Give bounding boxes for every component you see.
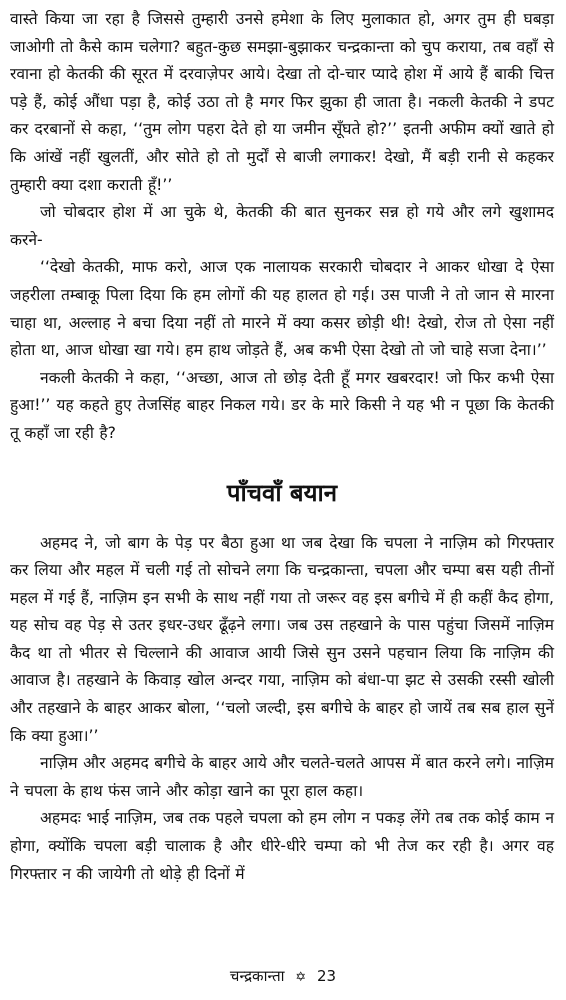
- paragraph: अहमदः भाई नाज़िम, जब तक पहले चपला को हम लोग न पकड़ लेंगे तब तक कोई काम न होगा, क्योंकि चपला बड़ी चालाक है और धीरे-धीरे चम्पा को भी तेज कर रही है। अगर वह गिरफ्तार न की जायेगी तो थोड़े ही दिनों में: [10, 809, 554, 883]
- chapter-heading: पाँचवाँ बयान: [226, 478, 338, 507]
- page-footer: [0, 965, 566, 989]
- paragraph: वास्ते किया जा रहा है जिससे तुम्हारी उनसे हमेशा के लिए मुलाकात हो, अगर तुम ही घबड़ा जाओगी तो कैसे काम चलेगा? बहुत-कुछ समझा-बुझाकर चन्द्रकान्ता को चुप कराया, तब वहाँ से रवाना हो केतकी की सूरत में दरवाज़ेपर आये। देखा तो दो-चार प्यादे होश में आये हैं बाकी चित्त पड़े हैं, कोई औंधा पड़ा है, कोई उठा तो है मगर फिर झुका ही जाता है। नकली केतकी ने डपट कर दरबानों से कहा, ‘‘तुम लोग पहरा देते हो या जमीन सूँघते हो?’’ इतनी अफीम क्यों खाते हो कि आंखें नहीं खुलतीं, और सोते हो तो मुर्दों से बाजी लगाकर! देखो, मैं बड़ी रानी से कहकर तुम्हारी क्या दशा कराती हूँ!’’: [10, 10, 554, 194]
- text-block-before: [10, 6, 554, 448]
- star-separator-icon: ✡: [295, 970, 307, 985]
- paragraph: नाज़िम और अहमद बगीचे के बाहर आये और चलते-चलते आपस में बात करने लगे। नाज़िम ने चपला के हाथ फंस जाने और कोड़ा खाने का पूरा हाल कहा।: [10, 754, 554, 800]
- footer-book-title: चन्द्रकान्ता: [229, 967, 285, 985]
- paragraph: ‘‘देखो केतकी, माफ करो, आज एक नालायक सरकारी चोबदार ने आकर धोखा दे ऐसा जहरीला तम्बाकू पिला दिया कि हम लोगों की यह हालत हो गई। उस पाजी ने तो जान से मारना चाहा था, अल्लाह ने बचा दिया नहीं तो मारने में क्या कसर छोड़ी थी! देखो, रोज तो ऐसा नहीं होता था, आज धोखा खा गये। हम हाथ जोड़ते हैं, अब कभी ऐसा देखो तो जो चाहे सजा देना।’’: [10, 258, 554, 360]
- page-number: 23: [316, 967, 337, 985]
- text-block-after: [10, 530, 554, 889]
- paragraph: अहमद ने, जो बाग के पेड़ पर बैठा हुआ था जब देखा कि चपला ने नाज़िम को गिरफ्तार कर लिया और महल में चली गई तो सोचने लगा कि चन्द्रकान्ता, चपला और चम्पा बस यही तीनों महल में गई हैं, नाज़िम इन सभी के साथ नहीं गया तो जरूर वह इस बगीचे में ही कहीं कैद होगा, यह सोच वह पेड़ से उतर इधर-उधर ढूँढ़ने लगा। जब उस तहखाने के पास पहुंचा जिसमें नाज़िम कैद था तो भीतर से चिल्लाने की आवाज आयी जिसे सुन उसने पहचान लिया कि नाज़िम की आवाज है। तहखाने के किवाड़ खोल अन्दर गया, नाज़िम को बंधा-पा झट से उसकी रस्सी खोली और तहखाने के बाहर आकर बोला, ‘‘चलो जल्दी, इस बगीचे के बाहर हो जायें तब सब हाल सुनें कि क्या हुआ।’’: [10, 533, 554, 745]
- paragraph: नकली केतकी ने कहा, ‘‘अच्छा, आज तो छोड़ देती हूँ मगर खबरदार! जो फिर कभी ऐसा हुआ!’’ यह कहते हुए तेजसिंह बाहर निकल गये। डर के मारे किसी ने यह भी न पूछा कि केतकी तू कहाँ जा रही है?: [10, 368, 554, 442]
- paragraph: जो चोबदार होश में आ चुके थे, केतकी की बात सुनकर सन्न हो गये और लगे खुशामद करने-: [10, 203, 554, 249]
